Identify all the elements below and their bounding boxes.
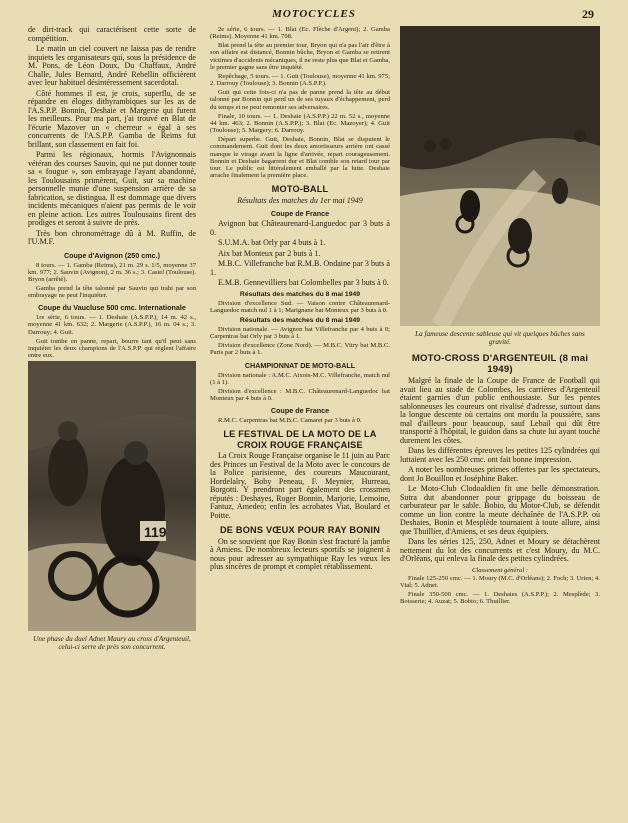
paragraph: de dirt-track qui caractérisent cette sorte de compétition. — [28, 25, 196, 43]
result-text: Guit qui cette fois-ci n'a pas de panne prend la tête au début talonné par Bonnin qui perd un de ses tuyaux d'échappement, perd du temps et ne peut remonter ses adversaires. — [210, 89, 390, 111]
paragraph: Le Moto-Club Clodoaldien fit une belle démonstration. Sutra dut abandonner pour grippage du boisseau de carburateur par le sable. Bobio, du Motor-Club, se défendit comme un lion contre la meute déchaînée de l'A.S.P.P. où Deshaies, Bonin et Mesplède tournaient à toute allure, ainsi que Thuillier, d'Amiens, et ses deux équipiers. — [400, 484, 600, 536]
result-text: Repêchage, 5 tours. — 1. Guit (Toulouse), moyenne 41 km. 975; 2. Darrouy (Toulouse); 3. Bonnin (A.S.P.P.). — [210, 72, 390, 88]
section-heading: Coupe de France — [270, 406, 330, 416]
result-text: Division d'excellence : M.B.C. Châteaurenard-Languedoc bat Monteux par 4 buts à 0. — [210, 387, 390, 403]
column-left — [28, 26, 196, 651]
result-text: Blat prend la tête au premier tour, Bryon qui n'a pas l'air d'être à son affaire est distancé, Bonnin bûche, Bryon et Gamba se retirent victimes d'accidents mécaniques, il ne reste plus que Blat et Gamba, le premier gagne sans être inquiété. — [210, 42, 390, 71]
column-right — [400, 26, 600, 607]
result-text: Gamba prend la tête talonné par Sauvin qui trahi par son embrayage ne peut l'inquiéter. — [28, 284, 196, 300]
result-text: 1re série, 6 tours. — 1. Deshaie (A.S.P.P.), 14 m. 42 s., moyenne 41 km. 632; 2. Margerie (A.S.P.P.), 16 m. 04 s.; 3. Darrouy; 4. Guit. — [28, 314, 196, 336]
section-title-moto-ball: MOTO-BALL — [271, 184, 329, 195]
paragraph: Malgré la finale de la Coupe de France de Football qui avait lieu au stade de Colombes, les carrières d'Argenteuil étaient garnies d'un public enthousiaste. Sur les pentes sablonneuses les coureurs ont rivalisé d'adresse, surtout dans la longue descente où certains ont mordu la poussière, sans mal d'ailleurs pour beaucoup, sauf Lebail qui dût être transporté à l'hôpital, le guidon dans sa chute lui ayant touché durement les côtes. — [400, 376, 600, 445]
section-title-voeux: DE BONS VŒUX POUR RAY BONIN — [219, 525, 381, 536]
column-middle — [210, 26, 390, 574]
section-title-moto-cross: MOTO-CROSS D'ARGENTEUIL (8 mai 1949) — [411, 353, 589, 375]
paragraph: A noter les nombreuses primes offertes par les spectateurs, dont Jo Bouillon et Joséphine Baker. — [400, 465, 600, 483]
page-header — [0, 6, 628, 26]
photo-sandy-descent — [400, 26, 600, 326]
result-text: Finale 125-250 cmc. — 1. Moury (M.C. d'Orléans); 2. Foch; 3. Urien; 4. Vial; 5. Adnet. — [400, 574, 600, 589]
section-heading: Résultats des matches du 8 mai 1949 — [239, 290, 361, 298]
result-text: Division d'excellence (Zone Nord). — M.B.C. Vitry bat M.B.C. Paris par 2 buts à 1. — [210, 342, 390, 357]
paragraph: Très bon chronométrage dû à M. Ruffin, de l'U.M.F. — [28, 228, 196, 246]
photo-caption: La fameuse descente sableuse qui vit quelques bûches sans gravité. — [415, 330, 585, 346]
section-heading: CHAMPIONNAT DE MOTO-BALL — [244, 360, 356, 370]
result-text: Division nationale : A.M.C. Aixois-M.C. Villefranche, match nul (1 à 1). — [210, 371, 390, 386]
section-title-festival: LE FESTIVAL DE LA MOTO DE LA CROIX ROUGE FRANÇAISE — [223, 429, 377, 450]
paragraph: Dans les séries 125, 250, Adnet et Moury se détachèrent nettement du lot des concurrents et c'est Moury, du M.C. d'Orléans, qui enleva la finale des petites cylindrées. — [400, 537, 600, 563]
photo-image — [28, 361, 196, 631]
result-line: Avignon bat Châteaurenard-Languedoc par 3 buts à 0. — [210, 219, 390, 237]
section-heading: Résultats des matches du 8 mai 1949 — [239, 316, 361, 324]
result-line: S.U.M.A. bat Orly par 4 buts à 1. — [218, 238, 326, 248]
result-text: 8 tours. — 1. Gamba (Reims), 21 m. 29 s. 1/5, moyenne 37 km. 977; 2. Sauvin (Avignon), 2 m. 36 s.; 3. Castel (Toulouse). Bryon (arrêté). — [28, 261, 196, 283]
paragraph: On se souvient que Ray Bonin s'est fracturé la jambe à Amiens. De nombreux lecteurs sportifs se joignent à nous pour adresser au sympathique Ray les vœux les plus sincères de prompt et complet rétablissement. — [210, 536, 390, 572]
paragraph: Dans les différentes épreuves les petites 125 cylindrées qui luttaient avec les 250 cmc. ont fait bonne impression. — [400, 446, 600, 464]
section-heading: Coupe de France — [270, 209, 330, 219]
classement-heading: Classement général : — [471, 566, 529, 574]
svg-text:119: 119 — [144, 524, 167, 541]
result-line: Aix bat Monteux par 2 buts à 1. — [218, 248, 321, 258]
paragraph: La Croix Rouge Française organise le 11 juin au Parc des Princes un Festival de la Moto avec le concours de la Police parisienne, des coureurs Maucourant, Hordelalry, Boby Peneau, F. Meynier, Hurreau, Borgotti. Y prendront part également des crossmen réputés : Deshayes, Roger Bonnin, Marjorie, Lemoine, Fantuz, Amedeo; enfin les acrobates Viat, Boulard et Poitte. — [210, 451, 390, 520]
result-text: Division nationale. — Avignon bat Villefranche par 4 buts à 0; Carpentras bat Orly par 3 buts à 1. — [210, 325, 390, 341]
section-heading: Coupe du Vaucluse 500 cmc. Internationale — [38, 303, 186, 313]
photo-image — [400, 26, 600, 326]
result-text: Départ superbe. Guit, Deshaie, Bonnin, Blat se disputent le commandement. Guit dont les deux amortisseurs arrière ont cassé manque le virage avant la ligne d'arrivée, repart courageusement. Bonnin et Deshaie bagarrent dur et Blat comble son retard tour par tour. Le public est littéralement emballé par la lutte. Deshaie arrache finalement la première place. — [210, 136, 390, 179]
result-text: 2e série, 6 tours. — 1. Blat (Ec. Flèche d'Argent); 2. Gamba (Reims). Moyenne 41 km. 708. — [210, 26, 390, 41]
result-text: Guit tombe en panne, repart, bourre tant qu'il peut sans inquiéter les deux champions de l'A.S.P.P. qui règlent l'affaire entre eux. — [28, 337, 196, 360]
subtitle: Résultats des matches du 1er mai 1949 — [237, 195, 363, 205]
paragraph: Le matin un ciel couvert ne laissa pas de rendre inquiets les organisateurs qui, sous la présidence de M. Pons, de Léon Doux, Du Chaffaux, André Challe, Jules Bernard, André Rebellin officièrent avec leur habituel désintéressement sacerdotal. — [28, 44, 196, 87]
paragraph: Côté hommes il est, je crois, superflu, de se répandre en éloges dithyrambiques sur les as de l'A.S.P.P. Bonnin, Deshaie et Margerie qui furent les meilleurs. Pour ma part, j'ai trouvé en Blat de l'écurie Mazover un « cherreur » égal à ses concurrents de l'A.S.P.P. Gamba de Reims fut brillant, son classement en fait foi. — [28, 88, 196, 149]
photo-caption: Une phase du duel Adnet Maury au cross d'Argenteuil, celui-ci serre de près son concurrent. — [33, 635, 191, 652]
result-text: R.M.C. Carpentras bat M.B.C. Camaret par 3 buts à 0. — [218, 417, 362, 425]
photo-motocross-duel — [28, 361, 196, 631]
result-text: Finale 350-500 cmc. — 1. Deshaies (A.S.P.P.); 2. Mesplède; 3. Boisserie; 4. Auzat; 5. Bobio; 6. Thuillier. — [400, 590, 600, 605]
result-text: Division d'excellence Sud. — Vaison contre Châteaurenard-Languedoc match nul 1 à 1; Marignane bat Monteux par 3 buts à 0. — [210, 299, 390, 314]
section-heading: Coupe d'Avignon (250 cmc.) — [63, 250, 161, 260]
paragraph: Parmi les régionaux, hormis l'Avignonnais vétéran des courses Sauvin, qui ne put donner toute sa « fougue », son embrayage l'ayant abandonné, les Toulousains primèrent, Guit, sur sa machine personnelle munie d'une suspension arrière de sa fabrication, se distingua. Il est dommage que divers incidents mécaniques n'aient pas permis de le voir en pleine action. Les autres Toulousains firent des prodiges et seront à suivre de près. — [28, 150, 196, 227]
result-line: M.B.C. Villefranche bat R.M.B. Ondaine par 3 buts à 1. — [210, 259, 390, 277]
result-text: Finale, 10 tours. — 1. Deshaie (A.S.P.P.) 22 m. 52 s., moyenne 44 km. 463; 2. Bonnin (A.S.P.P.); 3. Blat (Ec. Mazoyer); 4. Guit (Toulouse); 5. Margery; 6. Darrouy. — [210, 112, 390, 135]
page-number: 29 — [582, 7, 594, 21]
result-line: E.M.B. Gennevilliers bat Colombelles par 3 buts à 0. — [218, 278, 389, 288]
running-title: MOTOCYCLES — [272, 8, 356, 20]
